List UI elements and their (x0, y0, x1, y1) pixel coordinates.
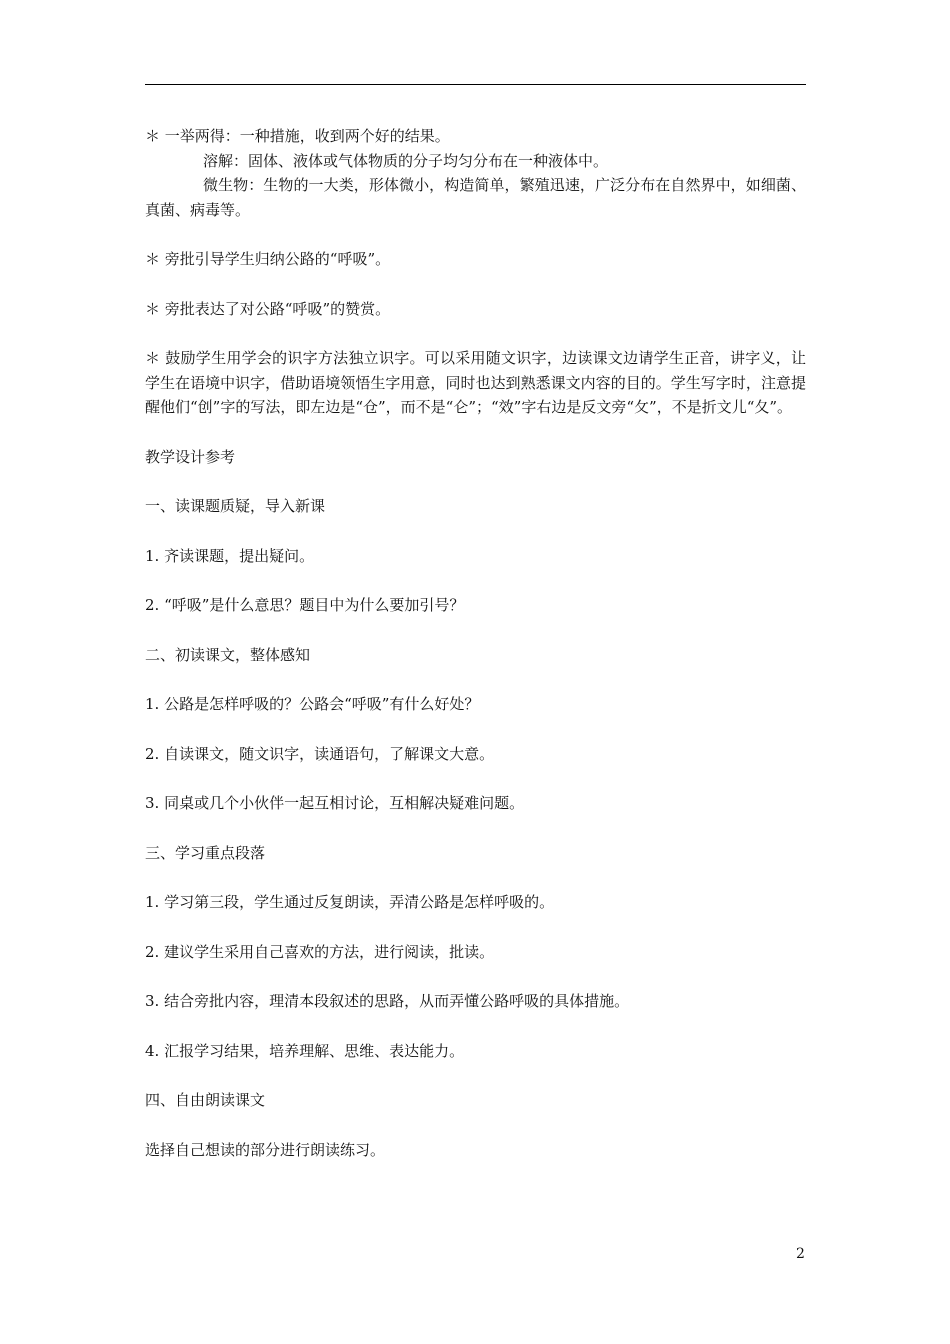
note-item: ＊ 旁批表达了对公路“呼吸”的赞赏。 (145, 299, 391, 318)
page-content (145, 124, 806, 1162)
list-item: 2. 建议学生采用自己喜欢的方法，进行阅读，批读。 (145, 942, 495, 961)
list-item: 2. “呼吸”是什么意思？题目中为什么要加引号？ (145, 596, 465, 614)
note-item: ＊ 旁批引导学生归纳公路的“呼吸”。 (145, 250, 391, 268)
list-item: 3. 同桌或几个小伙伴一起互相讨论，互相解决疑难问题。 (145, 794, 525, 812)
definition-rongjie: 溶解：固体、液体或气体物质的分子均匀分布在一种液体中。 (203, 151, 609, 170)
note-item: ＊ 鼓励学生用学会的识字方法独立识字。可以采用随文识字，边读课文边请学生正音，讲字义，让学生在语境中识字，借助语境领悟生字用意，同时也达到熟悉课文内容的目的。学生写字时，注意提醒他们“创”字的写法，即左边是“仓”，而不是“仑”；“效”字右边是反文旁“攵”，不是折文儿“夂”。 (145, 349, 806, 416)
paragraph: 选择自己想读的部分进行朗读练习。 (145, 1140, 386, 1159)
list-item: 1. 齐读课题，提出疑问。 (145, 546, 315, 565)
list-item: 3. 结合旁批内容，理清本段叙述的思路，从而弄懂公路呼吸的具体措施。 (145, 992, 630, 1010)
list-item: 1. 学习第三段，学生通过反复朗读，弄清公路是怎样呼吸的。 (145, 893, 555, 911)
definition-weishengwu: 微生物：生物的一大类，形体微小，构造简单，繁殖迅速，广泛分布在自然界中，如细菌、真菌、病毒等。 (145, 176, 806, 219)
note-item: ＊ 一举两得：一种措施，收到两个好的结果。 (145, 127, 450, 145)
list-item: 4. 汇报学习结果，培养理解、思维、表达能力。 (145, 1041, 465, 1060)
section-heading: 二、初读课文，整体感知 (145, 645, 311, 664)
header-rule (145, 84, 806, 85)
page-number: 2 (796, 1246, 805, 1262)
list-item: 1. 公路是怎样呼吸的？公路会“呼吸”有什么好处？ (145, 695, 480, 713)
section-title: 教学设计参考 (145, 447, 236, 466)
list-item: 2. 自读课文，随文识字，读通语句，了解课文大意。 (145, 744, 495, 763)
section-heading: 三、学习重点段落 (145, 843, 266, 862)
section-heading: 四、自由朗读课文 (145, 1091, 266, 1109)
section-heading: 一、读课题质疑，导入新课 (145, 497, 326, 515)
